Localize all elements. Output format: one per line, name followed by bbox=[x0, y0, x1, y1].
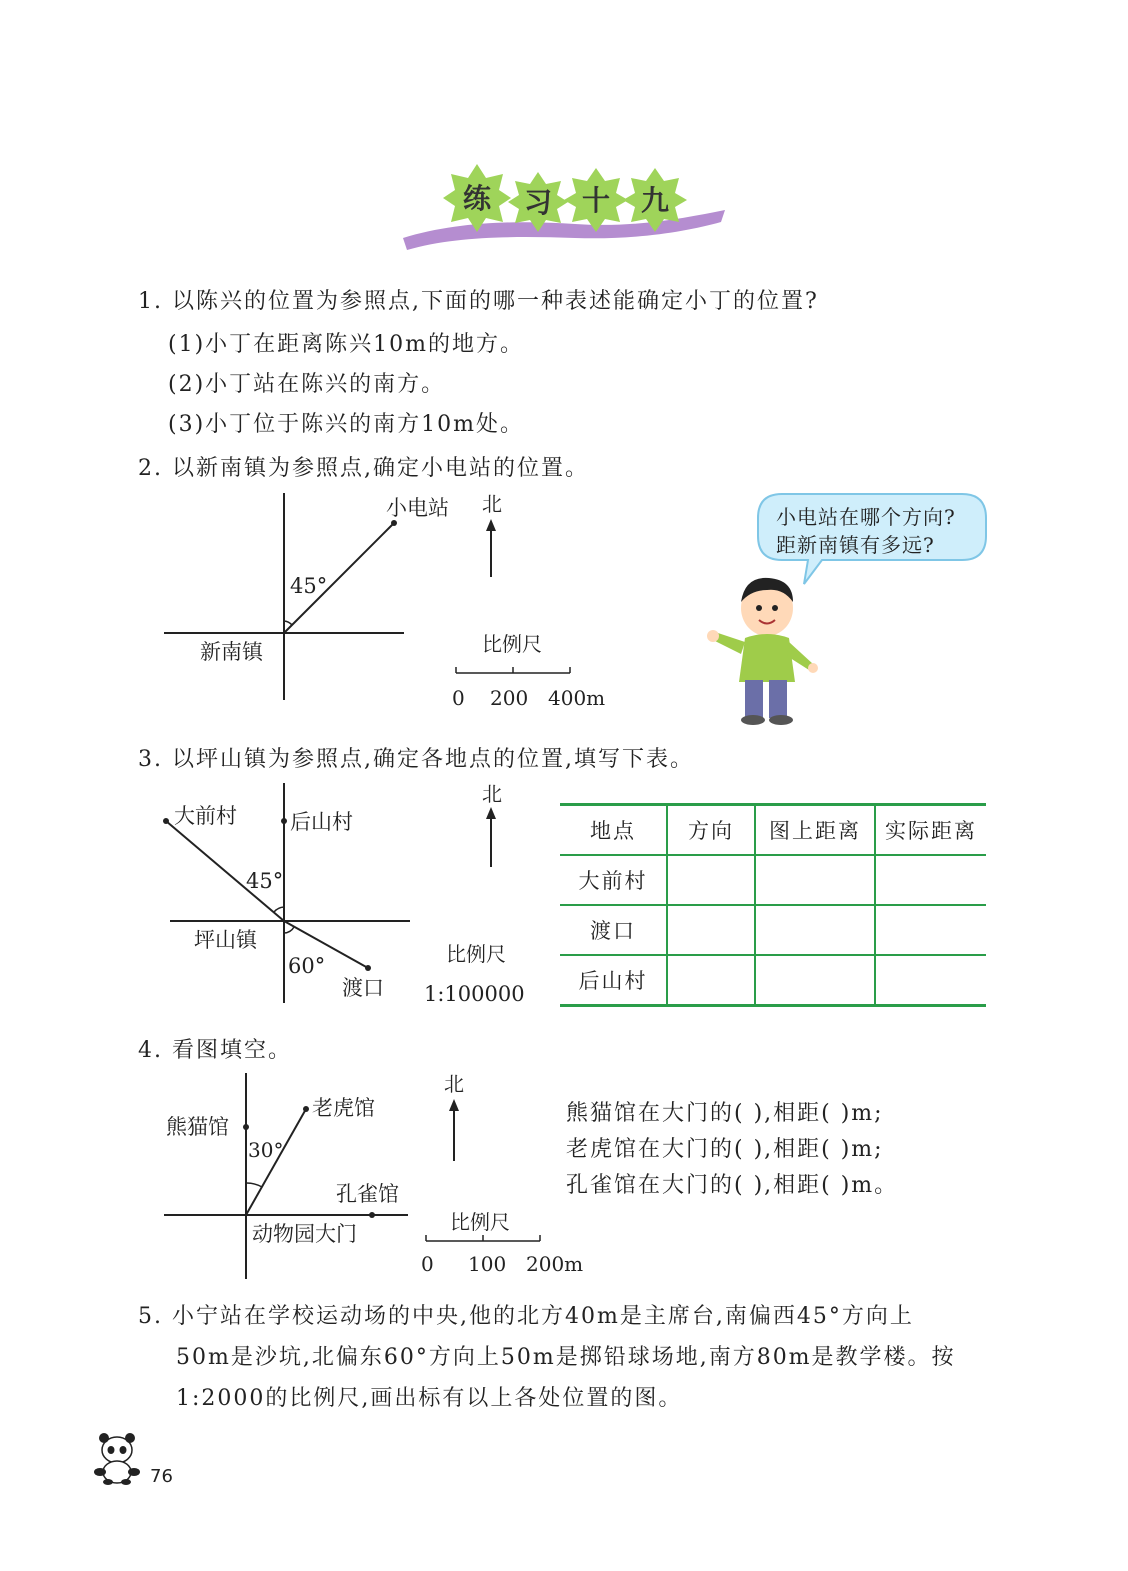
q3-table bbox=[560, 803, 986, 1007]
q3-scale-title: 比例尺 bbox=[446, 942, 506, 966]
q3-daqian-label: 大前村 bbox=[174, 804, 237, 828]
q2-north-arrowhead bbox=[486, 519, 496, 531]
q3-origin-label: 坪山镇 bbox=[194, 928, 257, 952]
q1-option-2: (2)小丁站在陈兴的南方。 bbox=[168, 372, 446, 397]
q3-dukou-dot bbox=[365, 965, 371, 971]
q4-tiger-dot bbox=[303, 1106, 309, 1112]
exercise-banner bbox=[395, 160, 735, 255]
q4-panda-label: 熊猫馆 bbox=[166, 1115, 229, 1139]
panda-icon bbox=[92, 1430, 142, 1486]
q3-houshan-label: 后山村 bbox=[290, 810, 353, 834]
q4-scale-title: 比例尺 bbox=[450, 1210, 510, 1234]
q4-fill-line-2: 老虎馆在大门的( ),相距( )m; bbox=[566, 1137, 884, 1162]
q1-title: 1. 以陈兴的位置为参照点,下面的哪一种表述能确定小丁的位置? bbox=[138, 289, 819, 314]
q3-houshan-dot bbox=[281, 818, 287, 824]
table-header-cell: 方向 bbox=[667, 805, 755, 856]
table-row bbox=[560, 955, 986, 1006]
q5-line-2: 50m是沙坑,北偏东60°方向上50m是掷铅球场地,南方80m是教学楼。按 bbox=[176, 1345, 956, 1370]
q4-angle-label: 30° bbox=[248, 1138, 284, 1162]
q3-north-label: 北 bbox=[482, 782, 502, 806]
boy-sweater bbox=[739, 634, 795, 682]
q5-line-3: 1:2000的比例尺,画出标有以上各处位置的图。 bbox=[176, 1386, 683, 1411]
q2-title: 2. 以新南镇为参照点,确定小电站的位置。 bbox=[138, 456, 589, 481]
q4-peacock-dot bbox=[369, 1212, 375, 1218]
q2-scale-title: 比例尺 bbox=[482, 632, 542, 656]
q2-north-label: 北 bbox=[482, 492, 502, 516]
q2-station-dot bbox=[391, 520, 397, 526]
q2-scale-label-0: 0 bbox=[452, 686, 465, 710]
table-cell: 后山村 bbox=[560, 955, 667, 1006]
table-cell[interactable] bbox=[875, 955, 986, 1006]
q4-scale-label-2: 200m bbox=[526, 1252, 584, 1276]
table-cell: 大前村 bbox=[560, 855, 667, 905]
table-header-cell: 图上距离 bbox=[755, 805, 875, 856]
table-cell: 渡口 bbox=[560, 905, 667, 955]
q2-station-label: 小电站 bbox=[386, 496, 449, 520]
q4-fill-line-3: 孔雀馆在大门的( ),相距( )m。 bbox=[566, 1173, 899, 1198]
q3-angle-arc-1 bbox=[274, 907, 284, 912]
boy-leg bbox=[745, 680, 763, 718]
table-cell[interactable] bbox=[755, 905, 875, 955]
q1-option-3: (3)小丁位于陈兴的南方10m处。 bbox=[168, 412, 525, 437]
q3-north-arrowhead bbox=[486, 807, 496, 819]
q2-diagram bbox=[150, 485, 630, 715]
bubble-line-1: 小电站在哪个方向? bbox=[776, 505, 956, 529]
table-header-cell: 地点 bbox=[560, 805, 667, 856]
q3-dukou-label: 渡口 bbox=[342, 976, 384, 1000]
banner-char-2: 习 bbox=[523, 186, 553, 219]
q4-title: 4. 看图填空。 bbox=[138, 1038, 292, 1063]
q4-gate-label: 动物园大门 bbox=[252, 1222, 357, 1246]
q4-north-arrowhead bbox=[449, 1099, 459, 1111]
banner-char-4: 九 bbox=[640, 184, 670, 217]
table-cell[interactable] bbox=[755, 855, 875, 905]
q4-angle-arc bbox=[246, 1183, 262, 1187]
q2-scale-label-1: 200 bbox=[490, 686, 529, 710]
q1-option-1: (1)小丁在距离陈兴10m的地方。 bbox=[168, 332, 525, 357]
q3-angle2-label: 60° bbox=[288, 954, 326, 978]
q5-line-1: 5. 小宁站在学校运动场的中央,他的北方40m是主席台,南偏西45°方向上 bbox=[138, 1304, 914, 1329]
table-header-row bbox=[560, 805, 986, 856]
q4-diagram bbox=[150, 1065, 600, 1285]
q3-angle1-label: 45° bbox=[246, 869, 284, 893]
q3-scale-value: 1:100000 bbox=[424, 982, 525, 1006]
banner-char-1: 练 bbox=[462, 182, 492, 215]
q2-angle-arc bbox=[284, 621, 292, 625]
q3-title: 3. 以坪山镇为参照点,确定各地点的位置,填写下表。 bbox=[138, 747, 694, 772]
table-row bbox=[560, 905, 986, 955]
page-number: 76 bbox=[150, 1466, 173, 1487]
table-cell[interactable] bbox=[755, 955, 875, 1006]
banner-star-3 bbox=[564, 168, 628, 232]
banner-star-1 bbox=[443, 164, 511, 232]
table-cell[interactable] bbox=[667, 855, 755, 905]
table-cell[interactable] bbox=[875, 905, 986, 955]
q2-scale-label-2: 400m bbox=[548, 686, 606, 710]
q4-scale-label-0: 0 bbox=[421, 1252, 434, 1276]
q4-scale-label-1: 100 bbox=[468, 1252, 507, 1276]
q4-tiger-label: 老虎馆 bbox=[312, 1096, 375, 1120]
table-cell[interactable] bbox=[667, 955, 755, 1006]
q3-daqian-dot bbox=[163, 818, 169, 824]
q3-diagram bbox=[150, 775, 550, 1015]
q2-angle-label: 45° bbox=[290, 574, 328, 598]
table-row bbox=[560, 855, 986, 905]
q3-angle-arc-2 bbox=[284, 927, 294, 933]
q4-panda-dot bbox=[243, 1124, 249, 1130]
table-header-cell: 实际距离 bbox=[875, 805, 986, 856]
bubble-line-2: 距新南镇有多远? bbox=[776, 533, 935, 557]
table-cell[interactable] bbox=[667, 905, 755, 955]
q4-fill-line-1: 熊猫馆在大门的( ),相距( )m; bbox=[566, 1101, 884, 1126]
q4-tiger-line bbox=[246, 1109, 306, 1215]
q4-north-label: 北 bbox=[444, 1072, 464, 1096]
q2-origin-label: 新南镇 bbox=[200, 640, 263, 664]
q4-peacock-label: 孔雀馆 bbox=[336, 1182, 399, 1206]
banner-char-3: 十 bbox=[581, 184, 611, 217]
boy-illustration bbox=[705, 572, 825, 727]
table-cell[interactable] bbox=[875, 855, 986, 905]
